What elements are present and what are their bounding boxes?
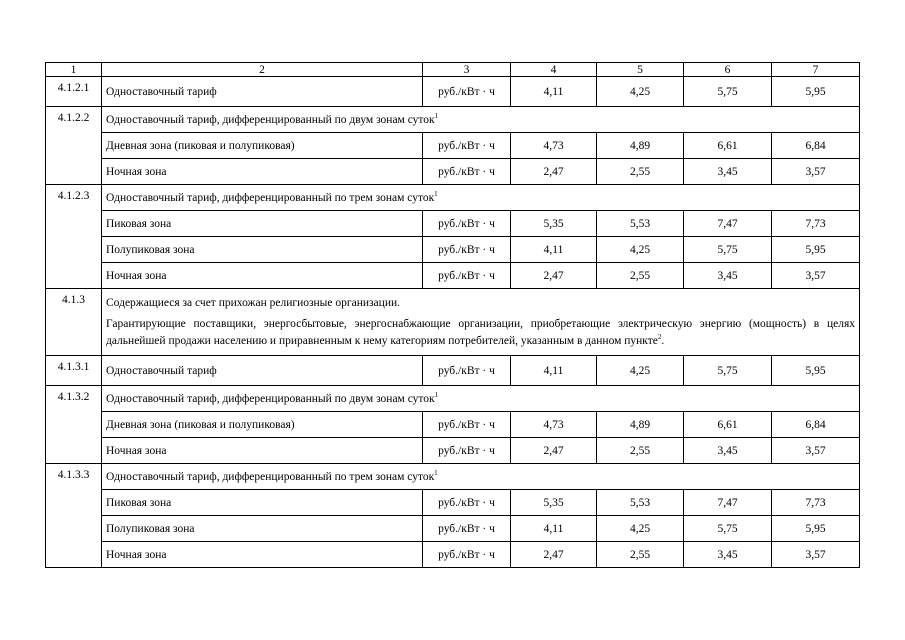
unit-cell: руб./кВт · ч: [423, 159, 511, 185]
table-row: [46, 159, 860, 185]
value-cell-col7: 6,84: [772, 133, 860, 159]
value-cell-col5: 4,25: [597, 77, 684, 107]
value-cell-col4: 4,11: [511, 77, 597, 107]
item-name: Ночная зона: [102, 263, 423, 289]
unit-cell: руб./кВт · ч: [423, 237, 511, 263]
value-cell-col5: 4,25: [597, 356, 684, 386]
description-paragraph: [106, 316, 855, 350]
table-row: [46, 438, 860, 464]
value-cell-col6: 3,45: [684, 542, 772, 568]
tariff-table: [45, 62, 860, 568]
value-cell-col4: 4,73: [511, 412, 597, 438]
unit-cell: руб./кВт · ч: [423, 490, 511, 516]
value-cell-col4: 4,11: [511, 516, 597, 542]
value-cell-col4: 5,35: [511, 490, 597, 516]
value-cell-col4: 5,35: [511, 211, 597, 237]
unit-cell: руб./кВт · ч: [423, 412, 511, 438]
group-title: [102, 464, 860, 490]
value-cell-col6: 5,75: [684, 516, 772, 542]
table-row: [46, 133, 860, 159]
group-title: [102, 107, 860, 133]
value-cell-col4: 4,73: [511, 133, 597, 159]
group-title: [102, 386, 860, 412]
value-cell-col4: 2,47: [511, 263, 597, 289]
item-name: Пиковая зона: [102, 490, 423, 516]
footnote-mark: 2: [657, 333, 662, 342]
footnote-mark: 1: [434, 189, 438, 198]
column-number-row: [46, 63, 860, 77]
value-cell-col5: 5,53: [597, 490, 684, 516]
group-title-text: Одноставочный тариф, дифференцированный по двум зонам суток: [106, 392, 435, 405]
value-cell-col5: 5,53: [597, 211, 684, 237]
table-row: [46, 386, 860, 412]
unit-cell: руб./кВт · ч: [423, 356, 511, 386]
unit-cell: руб./кВт · ч: [423, 133, 511, 159]
item-name: Дневная зона (пиковая и полупиковая): [102, 412, 423, 438]
value-cell-col4: 2,47: [511, 438, 597, 464]
footnote-mark: 1: [434, 390, 439, 399]
value-cell-col7: 7,73: [772, 211, 860, 237]
item-name: Полупиковая зона: [102, 516, 423, 542]
table-row: [46, 185, 860, 211]
section-description: [102, 289, 860, 356]
value-cell-col6: 6,61: [684, 412, 772, 438]
description-tail: .: [661, 335, 665, 347]
value-cell-col5: 4,25: [597, 237, 684, 263]
description-line-2: Гарантирующие поставщики, энергосбытовые, энергоснабжающие организации, приобретающие электрическую энергию (мощность) в целях дальнейшей продажи населению и приравненным к нему категориям потребителей, указанным в данном пункте: [106, 318, 855, 347]
value-cell-col5: 2,55: [597, 263, 684, 289]
column-number-1: 1: [46, 63, 102, 77]
group-title-text: Одноставочный тариф, дифференцированный по трем зонам суток: [106, 191, 435, 204]
value-cell-col7: 5,95: [772, 516, 860, 542]
value-cell-col6: 5,75: [684, 77, 772, 107]
footnote-mark: 1: [434, 468, 438, 477]
value-cell-col5: 4,89: [597, 133, 684, 159]
value-cell-col6: 7,47: [684, 211, 772, 237]
item-name: Дневная зона (пиковая и полупиковая): [102, 133, 423, 159]
value-cell-col4: 2,47: [511, 159, 597, 185]
column-number-5: 5: [597, 63, 684, 77]
description-line-1: Содержащиеся за счет прихожан религиозные организации.: [106, 297, 400, 309]
unit-cell: руб./кВт · ч: [423, 263, 511, 289]
item-name: Одноставочный тариф: [102, 77, 423, 107]
item-code: 4.1.2.3: [46, 185, 102, 289]
table-row: [46, 490, 860, 516]
value-cell-col7: 6,84: [772, 412, 860, 438]
value-cell-col4: 4,11: [511, 237, 597, 263]
value-cell-col7: 5,95: [772, 237, 860, 263]
table-row: [46, 464, 860, 490]
column-number-4: 4: [511, 63, 597, 77]
item-name: Пиковая зона: [102, 211, 423, 237]
table-row: [46, 412, 860, 438]
table-row: [46, 237, 860, 263]
value-cell-col5: 2,55: [597, 542, 684, 568]
table-row: [46, 107, 860, 133]
value-cell-col7: 3,57: [772, 159, 860, 185]
value-cell-col6: 3,45: [684, 438, 772, 464]
item-name: Полупиковая зона: [102, 237, 423, 263]
group-title: [102, 185, 860, 211]
unit-cell: руб./кВт · ч: [423, 542, 511, 568]
group-title-text: Одноставочный тариф, дифференцированный по двум зонам суток: [106, 113, 435, 126]
value-cell-col5: 4,25: [597, 516, 684, 542]
value-cell-col6: 3,45: [684, 263, 772, 289]
column-number-7: 7: [772, 63, 860, 77]
value-cell-col6: 7,47: [684, 490, 772, 516]
value-cell-col7: 3,57: [772, 542, 860, 568]
value-cell-col6: 5,75: [684, 356, 772, 386]
value-cell-col4: 2,47: [511, 542, 597, 568]
value-cell-col7: 5,95: [772, 356, 860, 386]
unit-cell: руб./кВт · ч: [423, 516, 511, 542]
table-row: [46, 356, 860, 386]
value-cell-col7: 3,57: [772, 438, 860, 464]
unit-cell: руб./кВт · ч: [423, 438, 511, 464]
item-code: 4.1.3.1: [46, 356, 102, 386]
item-code: 4.1.3.3: [46, 464, 102, 568]
item-name: Ночная зона: [102, 438, 423, 464]
table-row: [46, 263, 860, 289]
table-row: [46, 516, 860, 542]
value-cell-col5: 4,89: [597, 412, 684, 438]
item-code: 4.1.2.1: [46, 77, 102, 107]
value-cell-col5: 2,55: [597, 159, 684, 185]
column-number-6: 6: [684, 63, 772, 77]
value-cell-col4: 4,11: [511, 356, 597, 386]
item-name: Ночная зона: [102, 159, 423, 185]
item-name: Ночная зона: [102, 542, 423, 568]
table-row: [46, 289, 860, 356]
column-number-3: 3: [423, 63, 511, 77]
value-cell-col6: 6,61: [684, 133, 772, 159]
value-cell-col6: 3,45: [684, 159, 772, 185]
unit-cell: руб./кВт · ч: [423, 77, 511, 107]
table-row: [46, 211, 860, 237]
value-cell-col6: 5,75: [684, 237, 772, 263]
value-cell-col5: 2,55: [597, 438, 684, 464]
item-code: 4.1.3: [46, 289, 102, 356]
item-code: 4.1.3.2: [46, 386, 102, 464]
group-title-text: Одноставочный тариф, дифференцированный по трем зонам суток: [106, 470, 435, 483]
column-number-2: 2: [102, 63, 423, 77]
table-row: [46, 77, 860, 107]
value-cell-col7: 7,73: [772, 490, 860, 516]
item-name: Одноставочный тариф: [102, 356, 423, 386]
footnote-mark: 1: [434, 111, 439, 120]
item-code: 4.1.2.2: [46, 107, 102, 185]
value-cell-col7: 5,95: [772, 77, 860, 107]
unit-cell: руб./кВт · ч: [423, 211, 511, 237]
table-row: [46, 542, 860, 568]
value-cell-col7: 3,57: [772, 263, 860, 289]
